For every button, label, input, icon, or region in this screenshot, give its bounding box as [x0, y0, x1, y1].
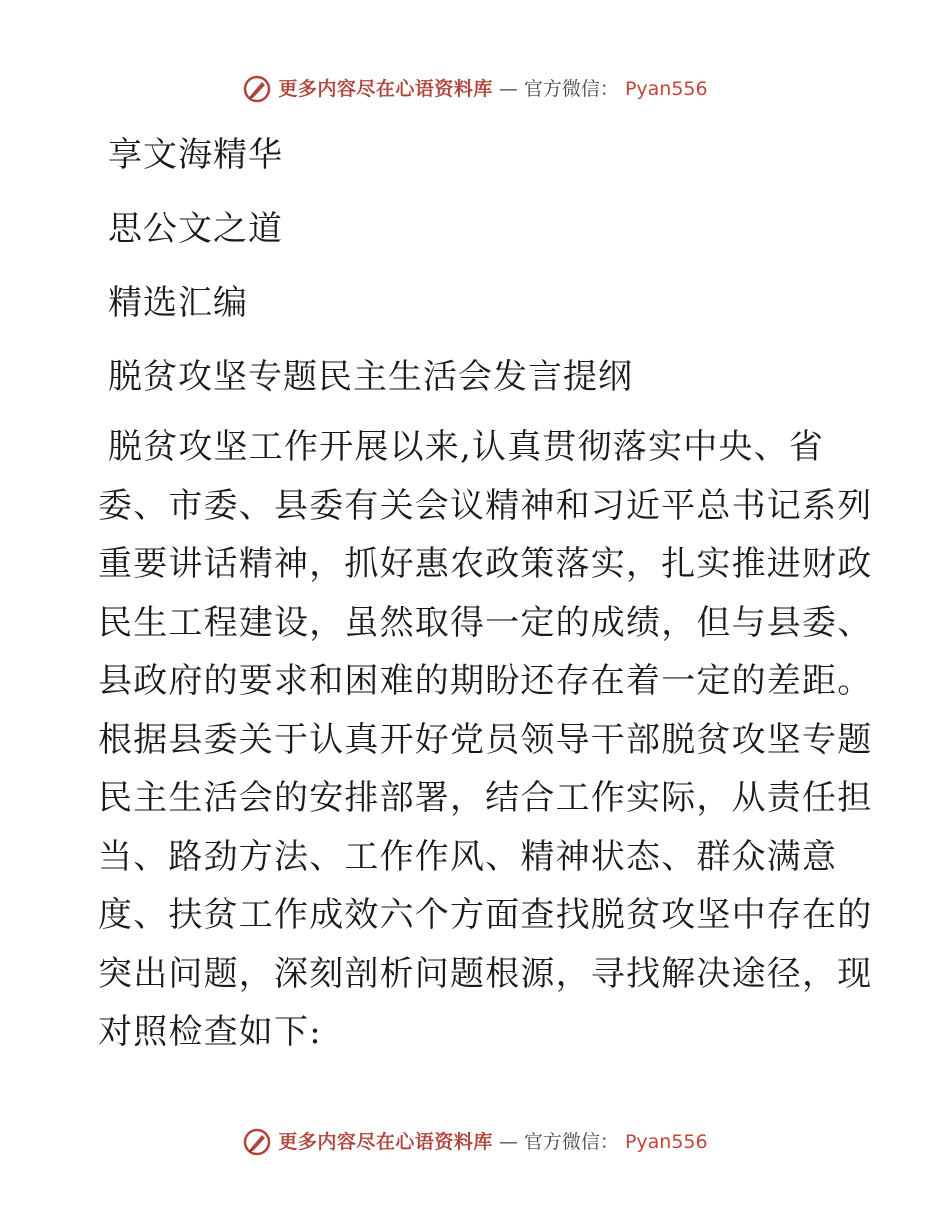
header-line-3: 精选汇编: [108, 283, 248, 323]
watermark-handle: Pyan556: [624, 78, 708, 100]
body-line: 突出问题，深刻剖析问题根源，寻找解决途径，现: [98, 953, 873, 994]
watermark-handle: Pyan556: [624, 1131, 708, 1153]
watermark-contact-label: 官方微信：: [523, 78, 619, 100]
document-body: [98, 118, 873, 1062]
body-line: 民生工程建设，虽然取得一定的成绩，但与县委、: [98, 602, 873, 643]
body-line: 根据县委关于认真开好党员领导干部脱贫攻坚专题: [98, 719, 873, 760]
quill-pen-icon: [242, 1127, 272, 1157]
watermark-contact-label: 官方微信：: [523, 1131, 619, 1153]
body-line: 委、市委、县委有关会议精神和习近平总书记系列: [98, 485, 873, 526]
body-line: 县政府的要求和困难的期盼还存在着一定的差距。: [98, 661, 873, 701]
body-paragraph: [98, 418, 873, 1062]
body-line: 当、路劲方法、工作作风、精神状态、群众满意: [98, 836, 838, 877]
quill-pen-icon: [242, 74, 272, 104]
watermark-footer: [0, 1127, 950, 1157]
body-line: 脱贫攻坚工作开展以来,认真贯彻落实中央、省: [108, 427, 825, 467]
header-line-2: 思公文之道: [108, 209, 283, 249]
watermark-separator: —: [498, 78, 518, 100]
header-line-1: 享文海精华: [108, 135, 283, 175]
watermark-brand: 更多内容尽在心语资料库: [278, 1131, 493, 1153]
body-line: 重要讲话精神，抓好惠农政策落实，扎实推进财政: [98, 544, 873, 584]
body-line: 对照检查如下:: [98, 1012, 322, 1052]
body-line: 民主生活会的安排部署，结合工作实际，从责任担: [98, 778, 873, 818]
body-line: 度、扶贫工作成效六个方面查找脱贫攻坚中存在的: [98, 895, 873, 935]
document-title: 脱贫攻坚专题民主生活会发言提纲: [108, 357, 633, 397]
watermark-header: [0, 74, 950, 104]
watermark-brand: 更多内容尽在心语资料库: [278, 78, 493, 100]
watermark-separator: —: [498, 1131, 518, 1153]
